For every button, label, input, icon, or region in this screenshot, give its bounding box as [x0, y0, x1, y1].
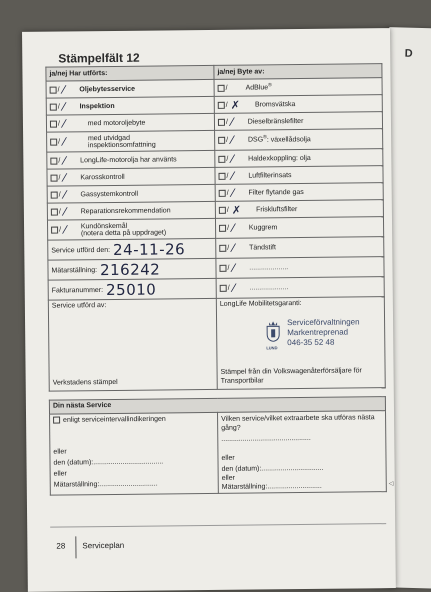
handwritten-check: ⁄ [64, 223, 66, 236]
checkbox-divider: / [226, 118, 228, 125]
workshop-stamp-field[interactable] [48, 298, 217, 391]
invoice-label: Fakturanummer: [52, 286, 103, 294]
handwritten-check: ⁄ [64, 205, 66, 218]
item-label: DSG [248, 136, 263, 143]
handwritten-check: ⁄ [231, 134, 233, 147]
checkbox[interactable] [218, 155, 225, 162]
item-label: Haldexkoppling: olja [248, 154, 311, 162]
checkbox-divider: / [227, 206, 229, 213]
checkbox-divider: / [227, 225, 229, 232]
vw-stamp-label: Stämpel från din Volkswagenåterförsäljare för Transportbilar [221, 366, 381, 386]
checkbox[interactable] [219, 206, 226, 213]
footer-section: Serviceplan [82, 541, 124, 550]
checkbox-divider: / [226, 84, 228, 91]
crest-icon [265, 320, 281, 342]
checkbox-divider: / [227, 189, 229, 196]
checkbox[interactable] [219, 265, 226, 272]
handwritten-check: ⁄ [63, 135, 65, 148]
handwritten-check: ⁄ [231, 169, 233, 182]
item-label: Luftfilterinsats [248, 172, 291, 179]
checkbox-divider: / [59, 208, 61, 215]
vw-stamp-field[interactable] [216, 297, 385, 390]
handwritten-check: ⁄ [63, 171, 65, 184]
stamp-line-3: 046-35 52 48 [287, 338, 334, 347]
handwritten-check: ⁄ [232, 222, 234, 235]
next-mileage-field[interactable]: .............................. [99, 481, 157, 489]
header-left: ja/nej Har utförts: [46, 65, 214, 81]
checkbox[interactable] [51, 208, 58, 215]
handwritten-check: ⁄ [63, 154, 65, 167]
next-date-field[interactable]: .................................... [93, 458, 163, 466]
checkbox[interactable] [50, 86, 57, 93]
handwritten-check: ✗ [232, 203, 241, 216]
checkbox[interactable] [50, 120, 57, 127]
r-date-label: den (datum): [222, 465, 262, 472]
dealer-stamp [265, 317, 385, 358]
blank-line: .................... [249, 284, 288, 291]
item-label: med motoroljebyte [88, 119, 146, 127]
invoice-row: Fakturanummer: 25010 / ⁄ .................... [48, 277, 384, 301]
checkbox[interactable] [50, 103, 57, 110]
checkbox-divider: / [58, 157, 60, 164]
service-date-row: Service utförd den: 24-11-26 / ⁄ Tändstift [48, 237, 384, 261]
checkbox-divider: / [226, 172, 228, 179]
registered-mark: ® [263, 134, 267, 140]
invoice-value[interactable]: 25010 [106, 280, 156, 299]
interval-checkbox[interactable] [53, 417, 60, 424]
mileage-row: Mätarställning: 216242 / ⁄ .................... [48, 257, 384, 281]
checkbox[interactable] [218, 137, 225, 144]
r-mileage-label: Mätarställning: [222, 483, 268, 490]
item-label: Tändstift [249, 244, 276, 251]
item-label: Kuggrem [249, 224, 277, 231]
mileage-label: Mätarställning: [51, 266, 97, 273]
or-label-3: eller [221, 455, 234, 462]
item-label: Filter flytande gas [248, 188, 303, 196]
longlife-label: LongLife Mobilitetsgaranti: [220, 300, 302, 308]
checkbox-divider: / [59, 227, 61, 234]
checkbox-divider: / [226, 137, 228, 144]
checkbox[interactable] [218, 101, 225, 108]
checkbox-divider: / [59, 174, 61, 181]
page-number: 28 [56, 542, 65, 551]
next-service-left [50, 412, 219, 495]
checkbox[interactable] [219, 245, 226, 252]
handwritten-check: ⁄ [63, 117, 65, 130]
checkbox[interactable] [50, 139, 57, 146]
item-label: Karosskontroll [80, 173, 124, 180]
checkbox-divider: / [58, 120, 60, 127]
item-label: AdBlue [246, 84, 269, 91]
next-service-header: Din nästa Service [49, 397, 385, 415]
item-label: Bromsvätska [255, 101, 296, 108]
item-label-extra: : växellådsolja [267, 136, 311, 143]
checkbox[interactable] [219, 225, 226, 232]
checkbox-divider: / [226, 101, 228, 108]
item-label: Inspektion [80, 102, 115, 109]
extra-work-field[interactable]: .............................................. [221, 435, 311, 443]
r-mileage-field[interactable]: ............................ [267, 483, 322, 491]
handwritten-check: ⁄ [231, 115, 233, 128]
item-label: Friskluftsfilter [256, 206, 297, 213]
handwritten-check: ⁄ [232, 186, 234, 199]
stamp-town: LUND [266, 345, 277, 350]
header-right: ja/nej Byte av: [214, 64, 382, 80]
checkbox-divider: / [59, 191, 61, 198]
or-label-2: eller [54, 470, 67, 477]
workshop-stamp-label: Verkstadens stämpel [53, 379, 118, 387]
checkbox[interactable] [218, 84, 225, 91]
handwritten-check: ⁄ [232, 262, 234, 275]
checkbox[interactable] [218, 172, 225, 179]
handwritten-check: ✗ [231, 98, 240, 111]
service-table [45, 63, 385, 392]
handwritten-check: ⁄ [233, 282, 235, 295]
next-date-label: den (datum): [53, 459, 93, 466]
item-label: Dieselbränslefilter [248, 117, 304, 125]
item-label: med utvidgad inspektionsomfattning [88, 134, 156, 149]
service-date-label: Service utförd den: [51, 246, 110, 254]
or-label: eller [53, 448, 66, 455]
blank-line: .................... [249, 264, 288, 271]
footer-rule [50, 523, 386, 528]
stamp-row [48, 297, 385, 392]
extra-work-question: Vilken service/vilket extraarbete ska utföras nästa gång? [221, 413, 381, 433]
checkbox[interactable] [50, 157, 57, 164]
interval-label: enligt serviceintervallindikeringen [63, 416, 166, 424]
page-title: Stämpelfält 12 [58, 51, 140, 66]
item-label: Gassystemkontroll [80, 190, 138, 198]
checkbox-divider: / [58, 139, 60, 146]
checkbox[interactable] [51, 227, 58, 234]
item-label: Oljebytesservice [79, 85, 135, 93]
r-date-field[interactable]: ................................ [261, 465, 323, 473]
checkbox[interactable] [218, 118, 225, 125]
checkbox-divider: / [226, 155, 228, 162]
service-page [22, 28, 396, 592]
footer-divider [75, 536, 76, 558]
registered-mark: ® [268, 82, 272, 88]
item-label: Reparationsrekommendation [81, 207, 171, 215]
next-service-right [218, 411, 387, 494]
handwritten-check: ⁄ [63, 83, 65, 96]
stamp-line-2: Markentreprenad [287, 328, 348, 338]
handwritten-check: ⁄ [64, 188, 66, 201]
stamp-line-1: Serviceförvaltningen [287, 317, 360, 327]
service-date-value[interactable]: 24-11-26 [113, 240, 185, 259]
next-mileage-label: Mätarställning: [54, 481, 100, 488]
next-service-table [49, 396, 387, 496]
checkbox-divider: / [58, 103, 60, 110]
checkbox[interactable] [51, 191, 58, 198]
checkbox[interactable] [220, 285, 227, 292]
handwritten-check: ⁄ [231, 152, 233, 165]
item-label: Kundönskemål (notera detta på uppdraget) [81, 222, 166, 237]
mileage-value[interactable]: 216242 [100, 260, 160, 279]
item-label: LongLife-motorolja har använts [80, 156, 177, 164]
handwritten-check: ⁄ [232, 242, 234, 255]
checkbox-divider: / [58, 86, 60, 93]
checkbox[interactable] [51, 174, 58, 181]
or-label-4: eller [222, 475, 235, 482]
service-by-label: Service utförd av: [52, 302, 107, 310]
checkbox[interactable] [219, 189, 226, 196]
handwritten-check: ⁄ [63, 100, 65, 113]
next-page-peek: D [404, 48, 412, 60]
arrow-icon: ◁ [389, 480, 394, 487]
